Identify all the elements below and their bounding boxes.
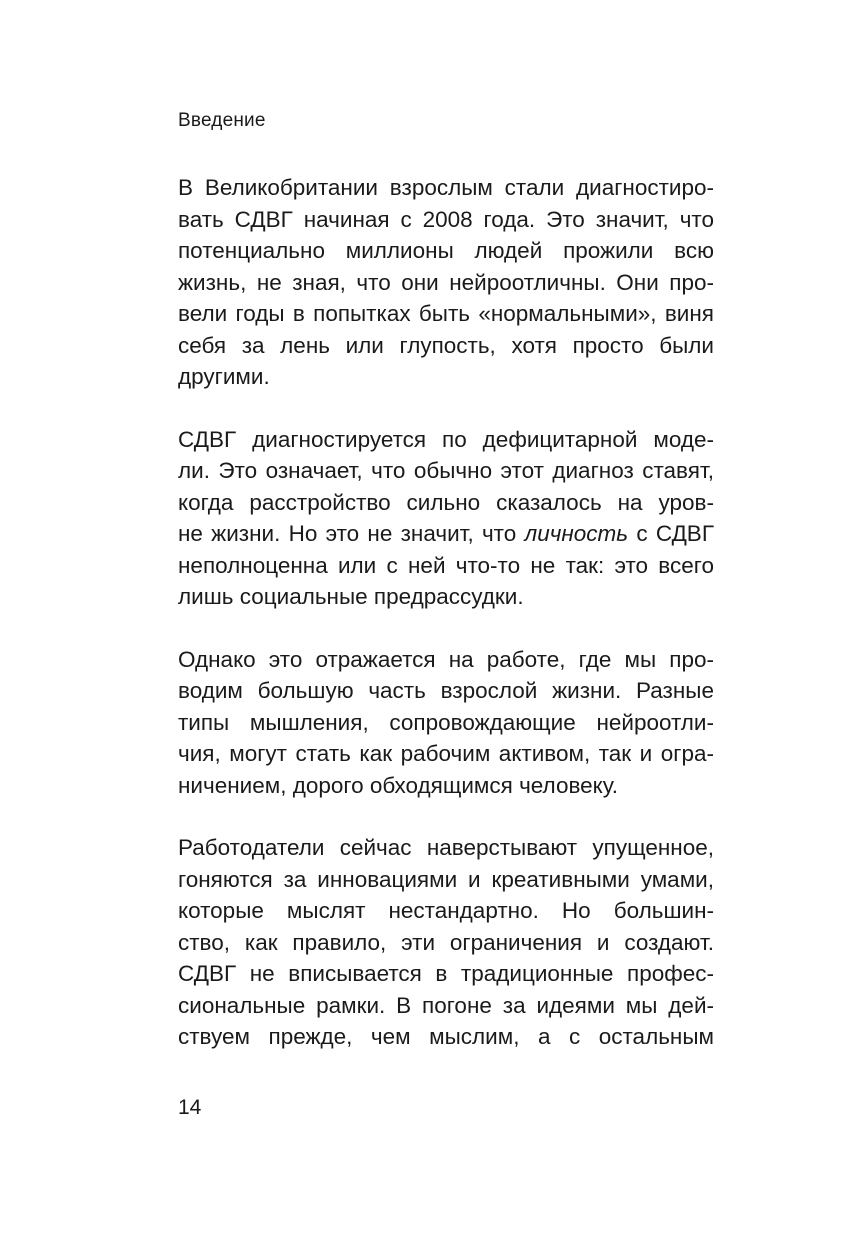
text-line: гоняются за инновациями и креативными умами, — [178, 866, 714, 892]
line-head: не жизни. Но это не значит, что — [178, 521, 525, 546]
text-line: когда расстройство сильно сказалось на уров- — [178, 489, 714, 515]
page-number: 14 — [178, 1096, 202, 1119]
text-line: ли. Это означает, что обычно этот диагноз ставят, — [178, 458, 714, 483]
text-line: Однако это отражается на работе, где мы про- — [178, 646, 714, 672]
text-line: вать СДВГ начиная с 2008 года. Это значит, что — [178, 206, 714, 232]
paragraph-1 — [178, 172, 714, 393]
text-line: типы мышления, сопровождающие нейроотли- — [178, 709, 714, 735]
text-line: другими. — [178, 364, 270, 389]
paragraph-4 — [178, 832, 714, 1053]
text-line: жизнь, не зная, что они нейроотличны. Они про- — [178, 269, 714, 295]
text-line-with-emphasis — [178, 518, 714, 550]
emphasized-word: личность — [524, 521, 629, 546]
text-line: Работодатели сейчас наверстывают упущенное, — [178, 835, 714, 860]
running-head: Введение — [178, 110, 266, 131]
body-text — [178, 172, 714, 1084]
text-line: вели годы в попытках быть «нормальными», виня — [178, 301, 714, 326]
text-line: потенциально миллионы людей прожили всю — [178, 238, 714, 263]
text-line: СДВГ не вписывается в традиционные профес- — [178, 961, 714, 986]
text-line: ничением, дорого обходящимся человеку. — [178, 772, 619, 798]
text-line: ство, как правило, эти ограничения и создают. — [178, 929, 714, 955]
text-line: сиональные рамки. В погоне за идеями мы дей- — [178, 992, 714, 1018]
line-tail: с СДВГ — [628, 521, 715, 546]
paragraph-2 — [178, 424, 714, 613]
text-line: чия, могут стать как рабочим активом, так и огра- — [178, 741, 714, 766]
text-line: себя за лень или глупость, хотя просто были — [178, 332, 714, 358]
text-line: В Великобритании взрослым стали диагностиро- — [178, 175, 714, 200]
text-line: СДВГ диагностируется по дефицитарной моде- — [178, 426, 714, 452]
text-line: ствуем прежде, чем мыслим, а с остальным — [178, 1024, 714, 1049]
text-line: неполноценна или с ней что-то не так: это всего — [178, 552, 714, 578]
text-line: лишь социальные предрассудки. — [178, 584, 524, 609]
paragraph-3 — [178, 644, 714, 802]
text-line: водим большую часть взрослой жизни. Разные — [178, 678, 714, 703]
text-line: которые мыслят нестандартно. Но большин- — [178, 898, 714, 923]
